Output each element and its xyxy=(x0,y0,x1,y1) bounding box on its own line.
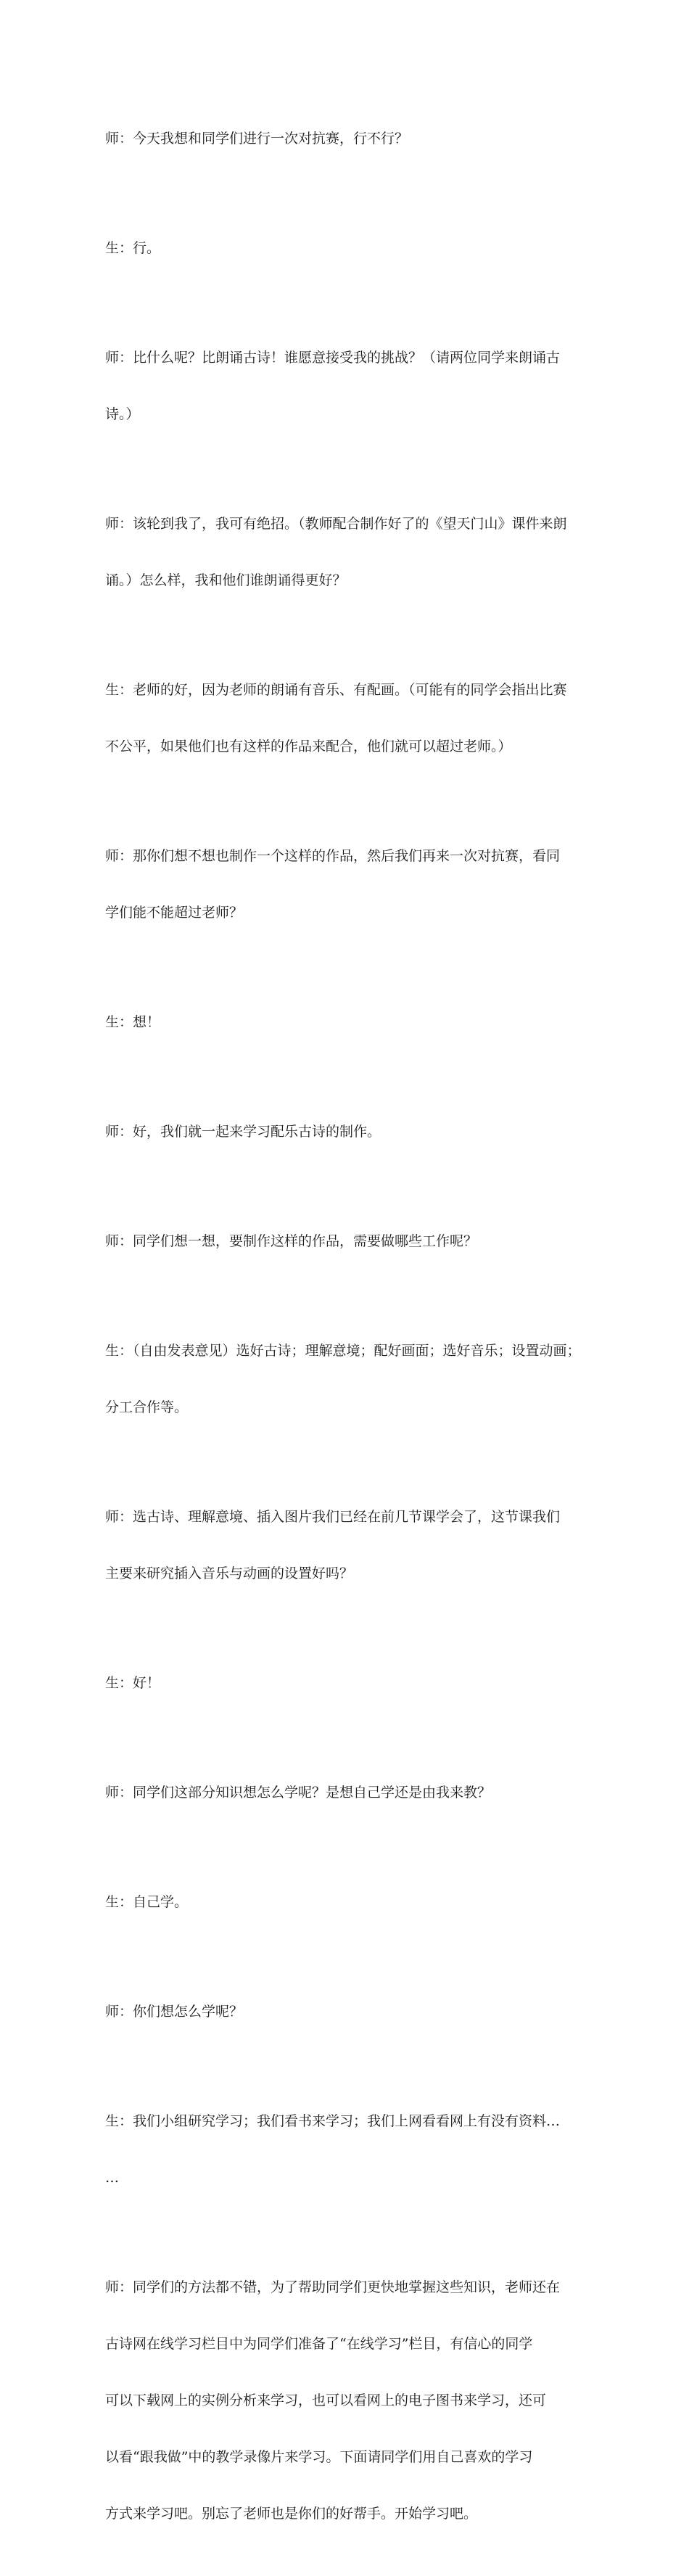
text-line: 主要来研究插入音乐与动画的设置好吗？ xyxy=(105,1565,354,1581)
text-line: 师：选古诗、理解意境、插入图片我们已经在前几节课学会了，这节课我们 xyxy=(105,1509,561,1525)
text-line: 师：同学们这部分知识想怎么学呢？是想自己学还是由我来教？ xyxy=(105,1785,492,1801)
dialogue-paragraph xyxy=(105,1636,590,1730)
text-line: 生：想！ xyxy=(105,1014,161,1030)
text-line: … xyxy=(105,2170,119,2186)
text-line: 生：行。 xyxy=(105,240,161,256)
text-line: 生：好！ xyxy=(105,1675,161,1691)
text-line: 诗。） xyxy=(105,406,140,422)
text-line: 师：好，我们就一起来学习配乐古诗的制作。 xyxy=(105,1124,381,1140)
text-line: 师：那你们想不想也制作一个这样的作品，然后我们再来一次对抗赛，看同 xyxy=(105,848,561,864)
text-line: 可以下载网上的实例分析来学习，也可以看网上的电子图书来学习，还可 xyxy=(105,2392,547,2408)
dialogue-paragraph xyxy=(105,1855,590,1949)
text-line: 分工合作等。 xyxy=(105,1399,189,1415)
document-body xyxy=(105,91,590,2576)
dialogue-paragraph xyxy=(105,2074,590,2225)
dialogue-paragraph xyxy=(105,1745,590,1840)
text-line: 诵。）怎么样，我和他们谁朗诵得更好？ xyxy=(105,572,347,588)
dialogue-paragraph xyxy=(105,643,590,794)
dialogue-paragraph xyxy=(105,1470,590,1621)
text-line: 师：比什么呢？比朗诵古诗！谁愿意接受我的挑战？（请两位同学来朗诵古 xyxy=(105,350,561,366)
text-line: 师：同学们想一想，要制作这样的作品，需要做哪些工作呢？ xyxy=(105,1233,478,1249)
dialogue-paragraph xyxy=(105,1964,590,2059)
text-line: 师：今天我想和同学们进行一次对抗赛，行不行？ xyxy=(105,131,409,147)
text-line: 生：老师的好，因为老师的朗诵有音乐、有配画。（可能有的同学会指出比赛 xyxy=(105,682,567,698)
dialogue-paragraph xyxy=(105,975,590,1069)
text-line: 古诗网在线学习栏目中为同学们准备了“在线学习”栏目，有信心的同学 xyxy=(105,2336,533,2352)
dialogue-paragraph xyxy=(105,1194,590,1288)
dialogue-paragraph xyxy=(105,91,590,186)
dialogue-paragraph xyxy=(105,2240,590,2561)
text-line: 生：我们小组研究学习；我们看书来学习；我们上网看看网上有没有资料… xyxy=(105,2113,561,2129)
text-line: 方式来学习吧。别忘了老师也是你们的好帮手。开始学习吧。 xyxy=(105,2506,478,2522)
text-line: 学们能不能超过老师？ xyxy=(105,905,244,921)
dialogue-paragraph xyxy=(105,477,590,627)
text-line: 师：你们想怎么学呢？ xyxy=(105,2004,244,2020)
dialogue-paragraph xyxy=(105,1085,590,1179)
dialogue-paragraph xyxy=(105,1304,590,1454)
dialogue-paragraph xyxy=(105,201,590,295)
text-line: 生：自己学。 xyxy=(105,1894,189,1910)
dialogue-paragraph xyxy=(105,310,590,461)
text-line: 生：（自由发表意见）选好古诗；理解意境；配好画面；选好音乐；设置动画； xyxy=(105,1343,581,1359)
dialogue-paragraph xyxy=(105,809,590,960)
text-line: 以看“跟我做”中的教学录像片来学习。下面请同学们用自己喜欢的学习 xyxy=(105,2449,533,2465)
text-line: 师：该轮到我了，我可有绝招。（教师配合制作好了的《望天门山》课件来朗 xyxy=(105,516,567,532)
text-line: 师：同学们的方法都不错，为了帮助同学们更快地掌握这些知识，老师还在 xyxy=(105,2279,561,2295)
text-line: 不公平，如果他们也有这样的作品来配合，他们就可以超过老师。） xyxy=(105,738,512,754)
